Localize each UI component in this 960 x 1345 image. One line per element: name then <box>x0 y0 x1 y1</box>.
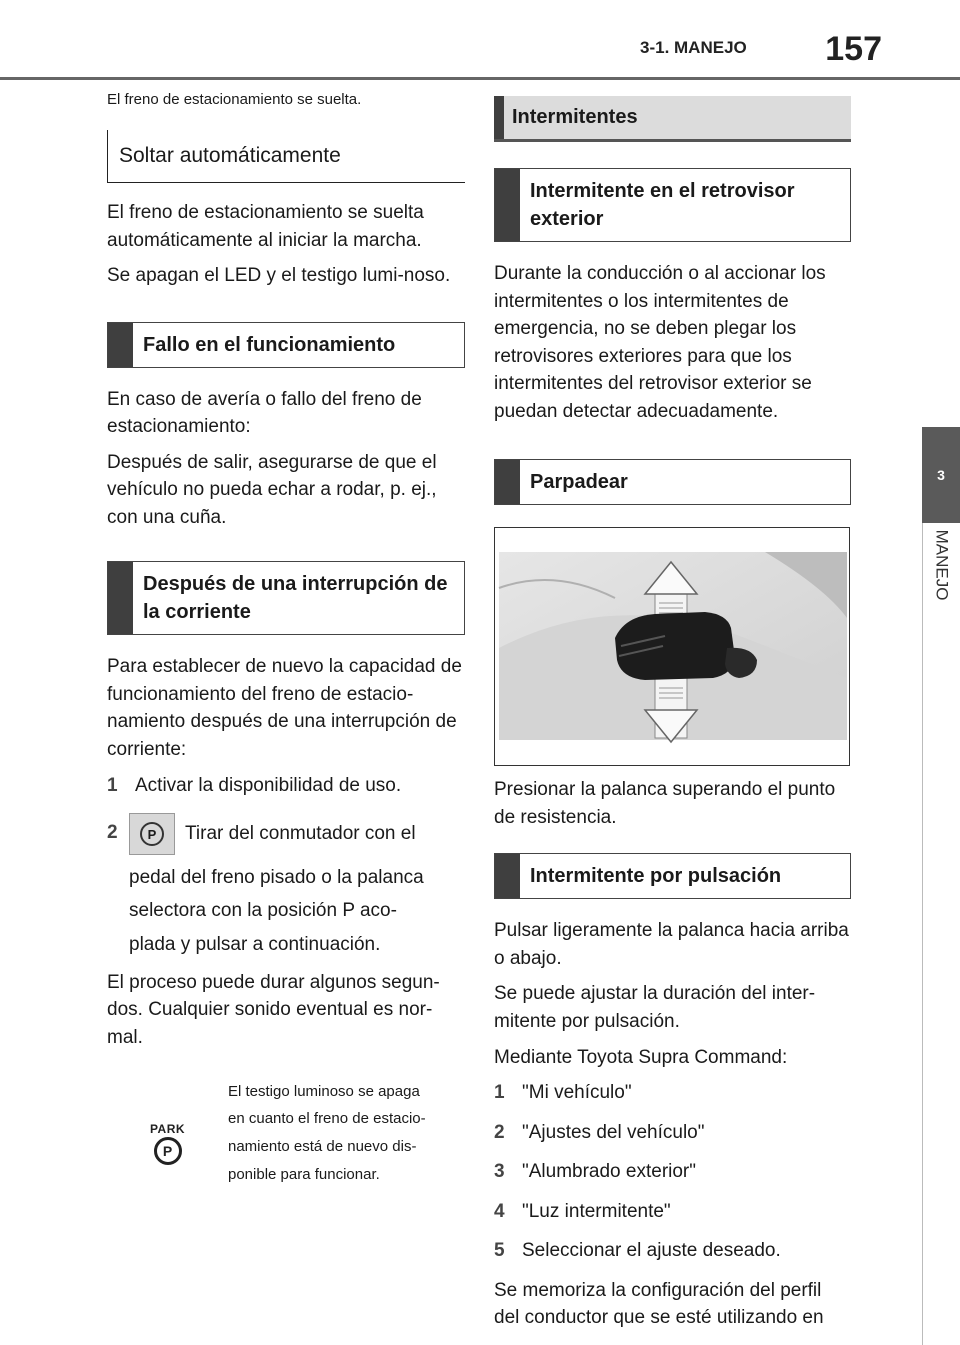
subheading-soltar: Soltar automáticamente <box>107 130 465 183</box>
paragraph: Se puede ajustar la duración del inter-mitente por pulsación. <box>494 983 816 1033</box>
paragraph: El freno de estacionamiento se suelta automáticamente al iniciar la marcha. <box>107 202 424 251</box>
park-warning-icon: PARK P <box>150 1122 185 1165</box>
lever-drawing <box>495 528 850 766</box>
chapter-label: MANEJO <box>932 529 951 601</box>
menu-step: 2 "Ajustes del vehículo" <box>494 1121 705 1143</box>
chapter-number: 3 <box>937 467 945 483</box>
page-number: 157 <box>825 30 882 68</box>
paragraph: Para establecer de nuevo la capacidad de funcionamiento del freno de estacio-namiento después de una interrupción de corriente: <box>107 656 462 761</box>
heading-intermitentes: Intermitentes <box>494 96 851 142</box>
note-box: PARK P El testigo luminoso se apaga en cuanto el freno de estacio- namiento está de nuevo dis- ponible para funcionar. <box>149 1082 426 1183</box>
paragraph: Se memoriza la configuración del perfil del conductor que se esté utilizando en <box>494 1279 824 1329</box>
paragraph: Presionar la palanca superando el punto de resistencia. <box>494 779 836 828</box>
paragraph: El proceso puede durar algunos segun-dos. Cualquier sonido eventual es nor-mal. <box>107 971 440 1048</box>
section-title: 3-1. MANEJO <box>640 38 747 57</box>
menu-step: 3 "Alumbrado exterior" <box>494 1161 697 1183</box>
paragraph: Después de salir, asegurarse de que el vehículo no pueda echar a rodar, p. ej., con una cuña. <box>107 451 437 528</box>
paragraph: Pulsar ligeramente la palanca hacia arriba o abajo. <box>494 920 849 969</box>
heading-retrovisor: Intermitente en el retrovisor exterior <box>494 168 851 242</box>
header-divider <box>0 77 960 80</box>
intro-text: El freno de estacionamiento se suelta. <box>107 91 362 108</box>
step-1: 1 Activar la disponibilidad de uso. <box>107 774 402 796</box>
paragraph: Se apagan el LED y el testigo lumi-noso. <box>107 265 451 287</box>
heading-parpadear: Parpadear <box>494 459 851 505</box>
chapter-tab <box>922 427 960 523</box>
paragraph: En caso de avería o fallo del freno de estacionamiento: <box>107 388 422 438</box>
heading-fallo: Fallo en el funcionamiento <box>107 322 465 368</box>
step-2: 2 P Tirar del conmutador con el pedal del freno pisado o la palanca selectora con la posición P aco- plada y pulsar a continuación. <box>107 813 465 961</box>
parking-brake-switch-icon: P <box>129 813 175 855</box>
left-column <box>107 88 465 1189</box>
paragraph: Durante la conducción o al accionar los intermitentes o los intermitentes de emergencia, no se deben plegar los retrovisores exteriores para que los intermitentes del retrovisor exterior se puedan detectar adecuadamente. <box>494 263 826 422</box>
paragraph: Mediante Toyota Supra Command: <box>494 1046 788 1068</box>
chapter-tab-line <box>922 523 960 1345</box>
heading-interrupcion: Después de una interrupción de la corriente <box>107 561 465 635</box>
turn-signal-lever-illustration <box>494 527 850 766</box>
right-column <box>494 96 851 1340</box>
menu-step: 1 "Mi vehículo" <box>494 1082 632 1104</box>
heading-pulsacion: Intermitente por pulsación <box>494 853 851 899</box>
menu-step: 5 Seleccionar el ajuste deseado. <box>494 1240 781 1262</box>
menu-step: 4 "Luz intermitente" <box>494 1200 671 1222</box>
